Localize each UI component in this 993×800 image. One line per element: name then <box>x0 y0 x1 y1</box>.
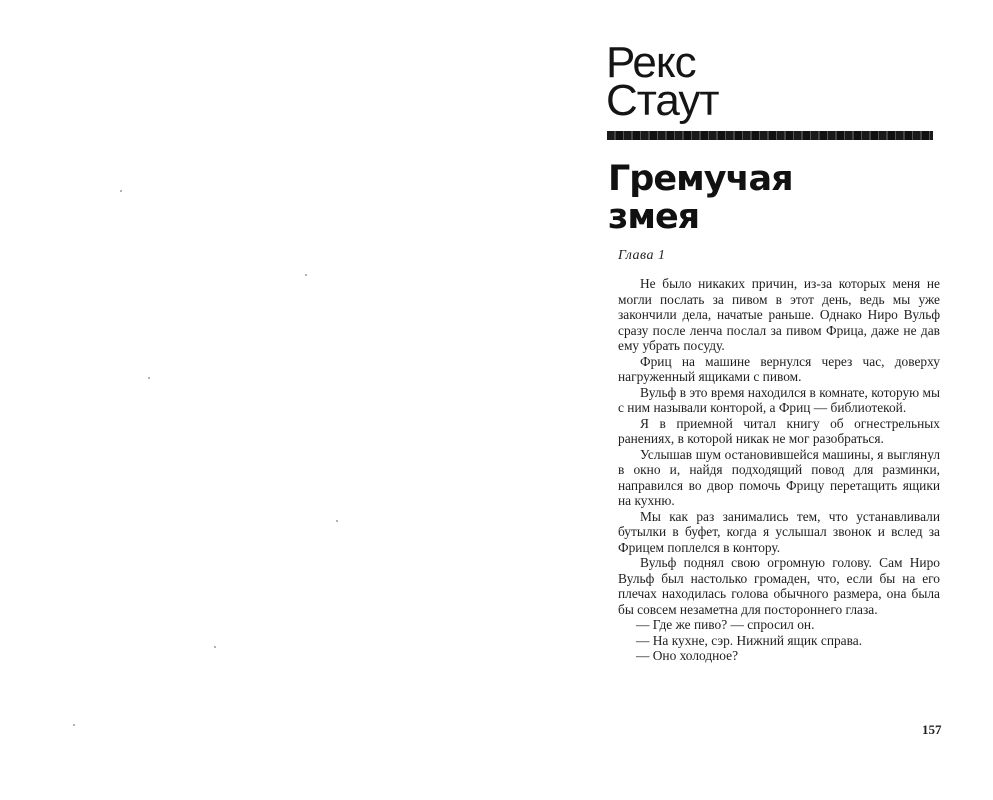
story-title-line-1: Гремучая <box>608 159 793 199</box>
dialogue-line: — Где же пиво? — спросил он. <box>636 617 815 632</box>
paragraph: Услышав шум остановившейся машины, я выглянул в окно и, найдя подходящий повод для разминки, направился во двор помочь Фрицу перетащить ящики на кухню. <box>618 446 940 508</box>
paragraph: Не было никаких причин, из-за которых меня не могли послать за пивом в этот день, ведь мы уже закончили дела, начатые раньше. Однако Ниро Вульф сразу после ленча послал за пивом Фрица, даже не дав ему убрать посуду. <box>618 276 940 353</box>
right-page <box>560 0 993 800</box>
author-name <box>606 38 936 125</box>
author-last-name: Стаут <box>606 76 719 125</box>
paragraph: Мы как раз занимались тем, что устанавливали бутылки в буфет, когда я услышал звонок и вслед за Фрицем поплелся в контору. <box>618 508 940 555</box>
paragraph: Вульф поднял свою огромную голову. Сам Ниро Вульф был настолько громаден, что, если бы на его плечах находилась голова обычного размера, она была бы совсем незаметна для постороннего глаза. <box>618 555 940 617</box>
paper-speck <box>214 646 216 648</box>
story-title-line-2: змея <box>608 197 700 237</box>
paper-speck <box>120 190 122 192</box>
paper-speck <box>73 724 75 726</box>
paper-speck <box>305 274 307 276</box>
paper-speck <box>148 377 150 379</box>
paper-speck <box>336 520 338 522</box>
paragraph: Я в приемной читал книгу об огнестрельных ранениях, в которой никак не мог разобраться. <box>618 415 940 446</box>
dialogue-line: — Оно холодное? <box>636 648 739 663</box>
dialogue-line: — На кухне, сэр. Нижний ящик справа. <box>636 632 863 648</box>
chapter-body <box>618 276 940 664</box>
chapter-heading: Глава 1 <box>618 248 666 263</box>
author-first-name: Рекс <box>606 38 696 87</box>
paragraph: Вульф в это время находился в комнате, которую мы с ним называли конторой, а Фриц — библиотекой. <box>618 384 940 415</box>
page-number: 157 <box>922 722 942 737</box>
title-divider <box>607 131 933 140</box>
story-title <box>608 160 938 236</box>
paragraph: Фриц на машине вернулся через час, доверху нагруженный ящиками с пивом. <box>618 353 940 384</box>
